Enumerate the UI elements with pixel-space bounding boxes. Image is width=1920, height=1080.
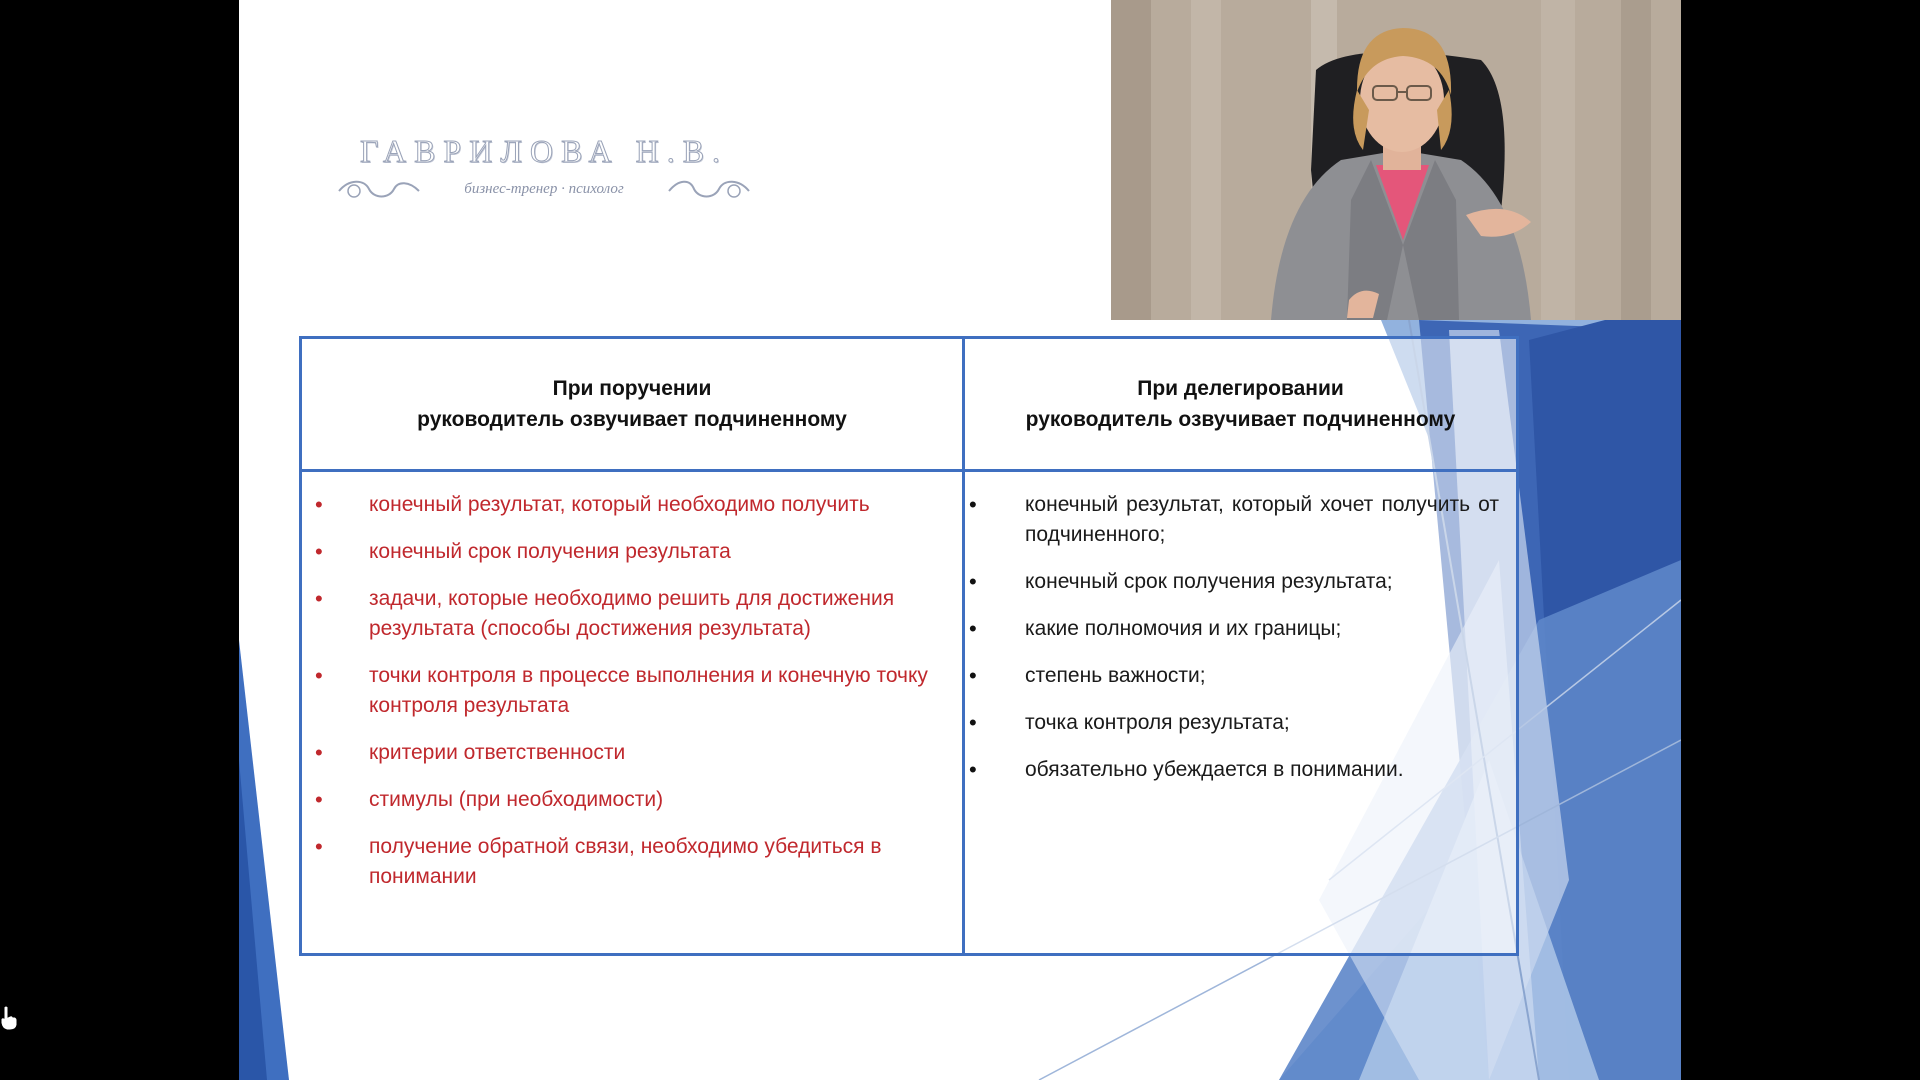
list-item-text: точки контроля в процессе выполнения и конечную точку контроля результата: [369, 664, 928, 717]
list-item: [303, 661, 961, 721]
bullet-icon: •: [315, 787, 323, 812]
left-header-line2: руководитель озвучивает подчиненному: [417, 408, 847, 431]
bullet-icon: •: [315, 492, 323, 517]
speaker-video-frame: [1111, 0, 1681, 320]
bullet-icon: •: [315, 740, 323, 765]
list-item: [966, 567, 1515, 597]
list-item-text: какие полномочия и их границы;: [1025, 617, 1342, 640]
list-item-text: конечный результат, который хочет получить от подчиненного;: [1025, 493, 1499, 546]
list-item: [966, 708, 1515, 738]
bullet-icon: •: [315, 586, 323, 611]
list-item: [303, 738, 961, 768]
list-item: [966, 614, 1515, 644]
right-bullet-list: [966, 490, 1515, 785]
list-item-text: обязательно убеждается в понимании.: [1025, 758, 1404, 781]
bullet-icon: •: [969, 569, 977, 594]
list-item-text: конечный результат, который необходимо получить: [369, 493, 870, 516]
list-item-text: получение обратной связи, необходимо убедиться в понимании: [369, 835, 882, 888]
list-item: [303, 537, 961, 567]
bullet-icon: •: [969, 710, 977, 735]
left-column-header: [301, 338, 964, 471]
list-item-text: задачи, которые необходимо решить для достижения результата (способы достижения результата): [369, 587, 895, 640]
list-item: [303, 785, 961, 815]
logo-swirl-right-icon: [664, 177, 754, 205]
bullet-icon: •: [969, 757, 977, 782]
hand-cursor-icon: [0, 1005, 18, 1031]
list-item: [966, 490, 1515, 550]
logo-subtitle: бизнес-тренер · психолог: [464, 181, 624, 197]
list-item: [303, 832, 961, 892]
list-item-text: степень важности;: [1025, 664, 1206, 687]
left-column-cell: [301, 471, 964, 955]
logo-name: ГАВРИЛОВА Н.В.: [359, 133, 729, 169]
list-item: [303, 584, 961, 644]
right-column-header: [964, 338, 1518, 471]
speaker-video: [1111, 0, 1681, 320]
list-item: [966, 755, 1515, 785]
left-bullet-list: [303, 490, 961, 892]
table-body-row: [301, 471, 1518, 955]
list-item-text: стимулы (при необходимости): [369, 788, 664, 811]
list-item: [303, 490, 961, 520]
bullet-icon: •: [969, 616, 977, 641]
logo: [334, 133, 754, 213]
presentation-slide: [239, 0, 1681, 1080]
right-header-line2: руководитель озвучивает подчиненному: [1025, 408, 1456, 431]
right-header-line1: При делегировании: [1137, 377, 1344, 400]
bullet-icon: •: [315, 834, 323, 859]
bullet-icon: •: [315, 663, 323, 688]
left-header-line1: При поручении: [552, 377, 712, 400]
list-item-text: критерии ответственности: [369, 741, 626, 764]
list-item-text: конечный срок получения результата: [369, 540, 731, 563]
bullet-icon: •: [969, 663, 977, 688]
right-column-cell: [964, 471, 1518, 955]
list-item-text: точка контроля результата;: [1025, 711, 1290, 734]
comparison-table: [299, 336, 1519, 956]
list-item: [966, 661, 1515, 691]
list-item-text: конечный срок получения результата;: [1025, 570, 1393, 593]
bullet-icon: •: [969, 492, 977, 517]
table-header-row: [301, 338, 1518, 471]
bullet-icon: •: [315, 539, 323, 564]
